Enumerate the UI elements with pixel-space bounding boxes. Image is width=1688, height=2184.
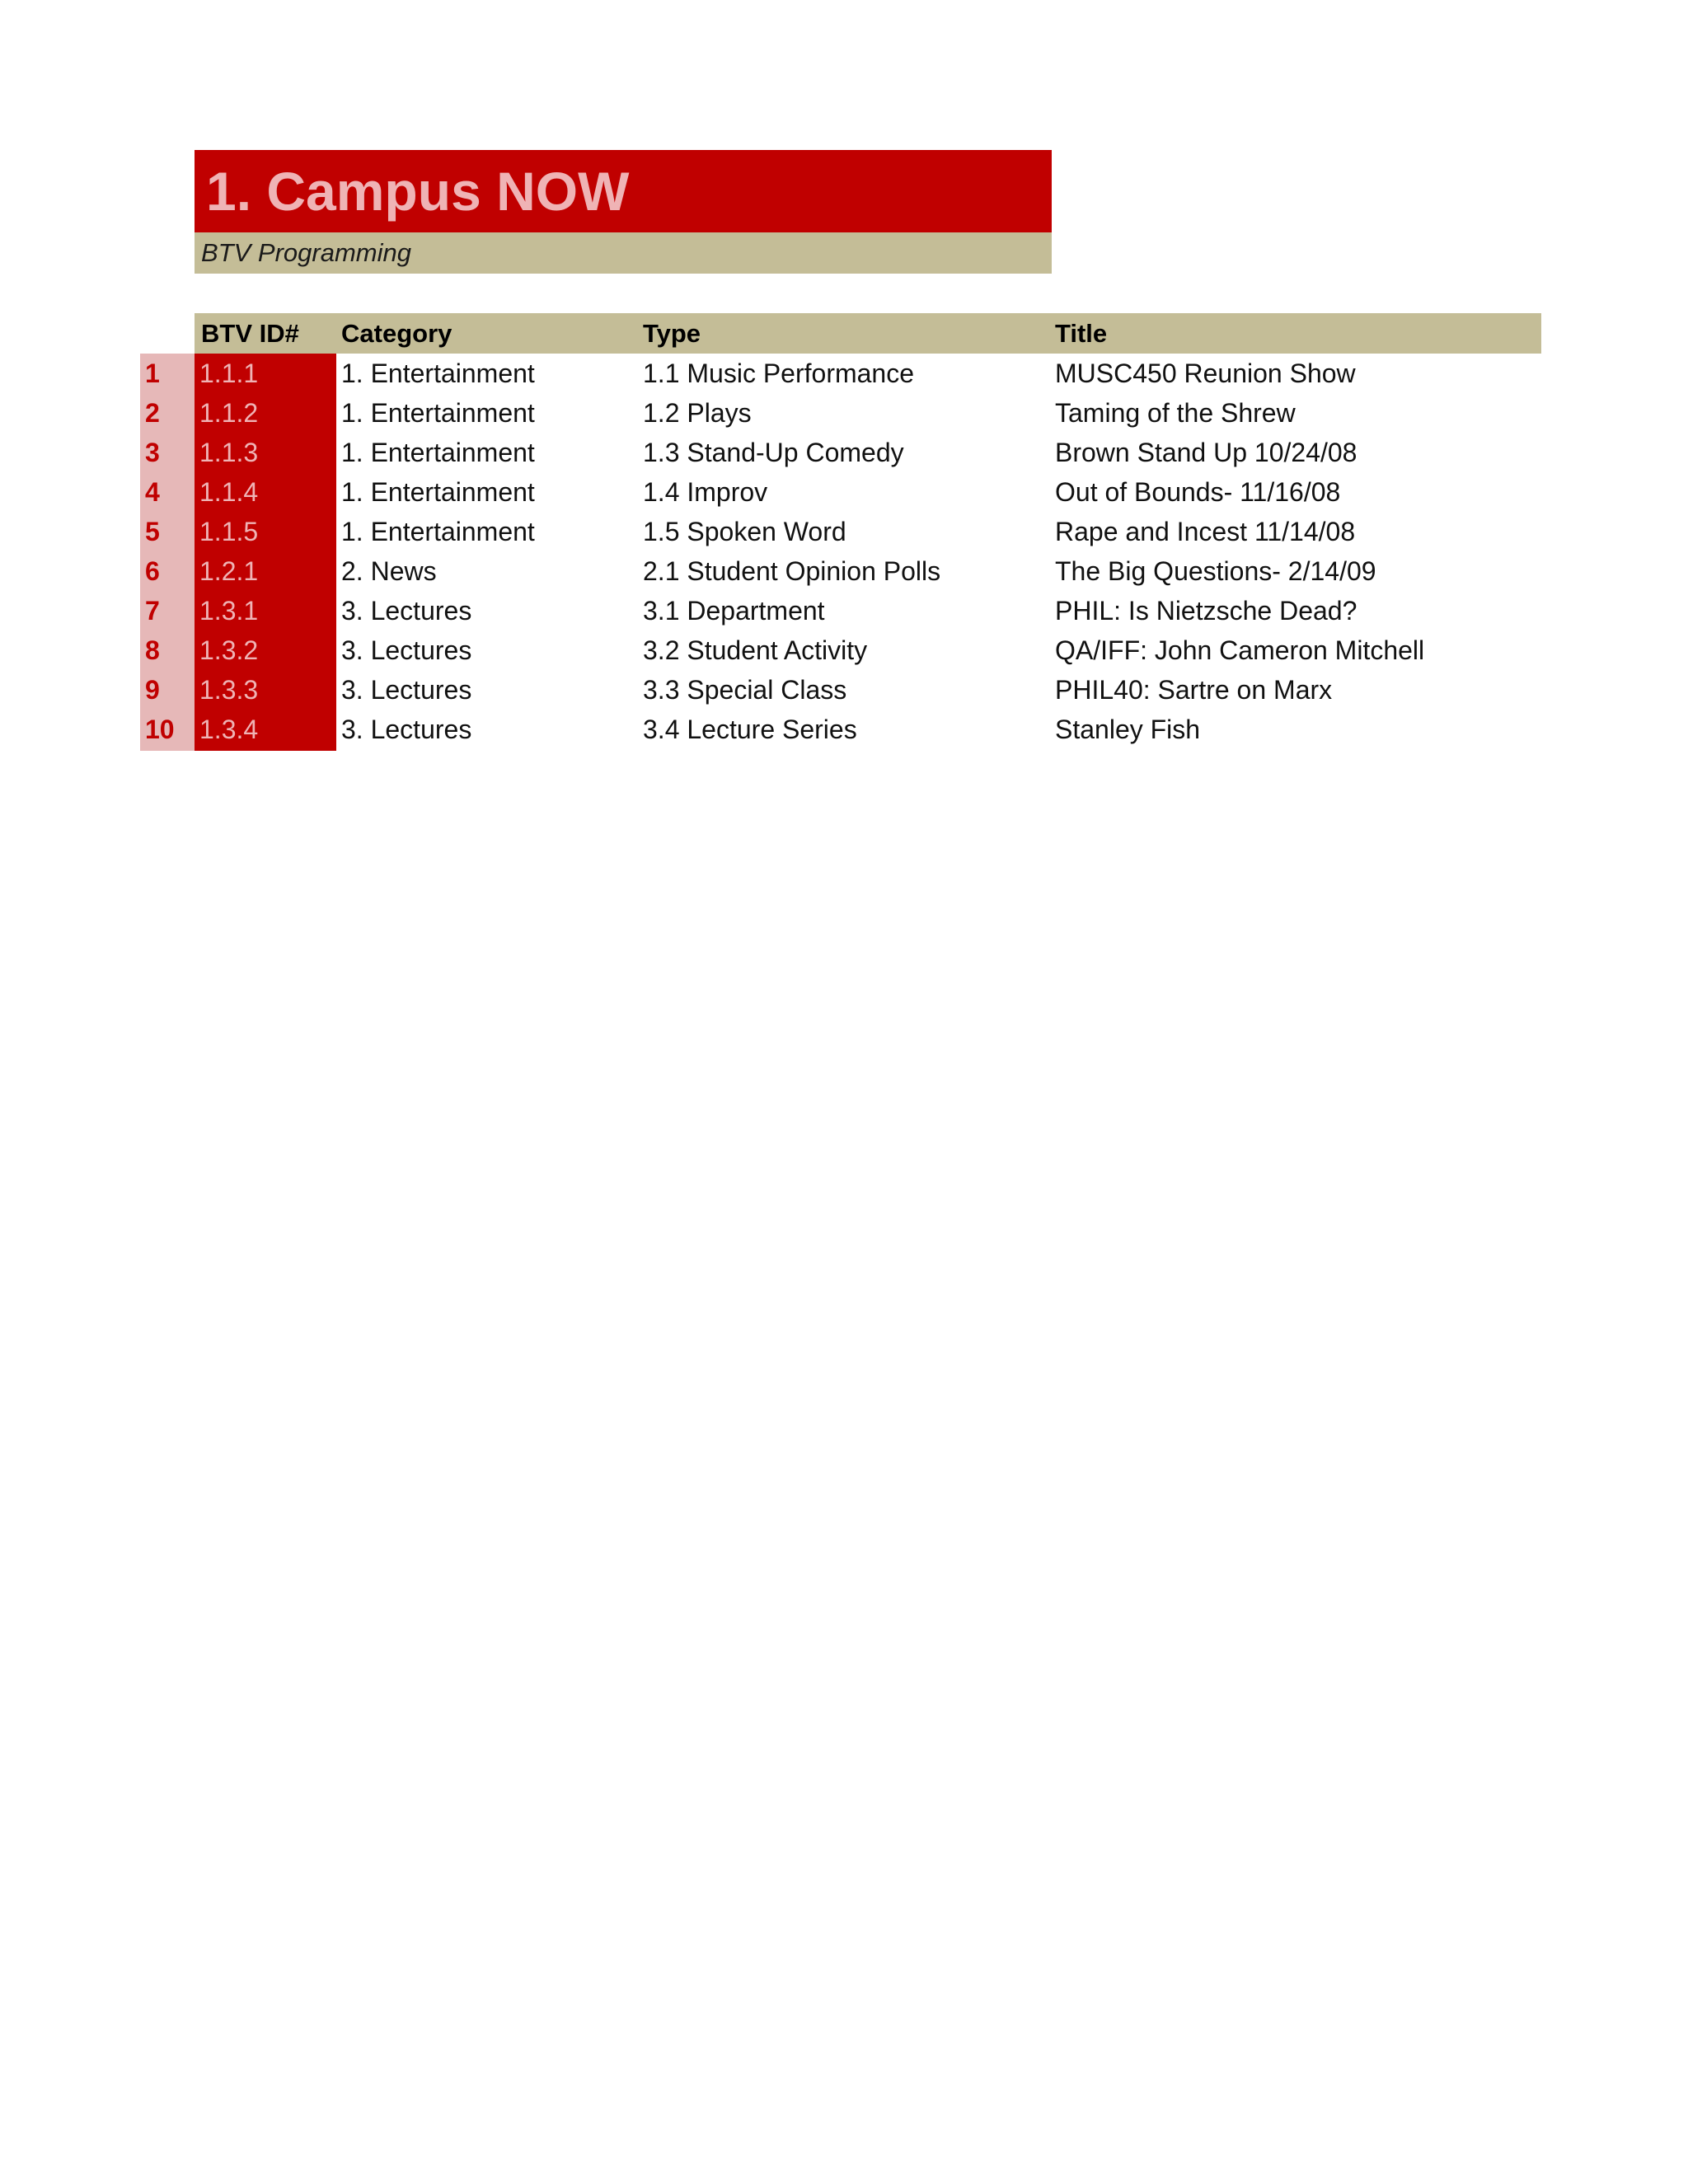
btv-id-cell: 1.1.1	[199, 359, 259, 388]
row-number: 1	[145, 359, 160, 388]
row-number: 9	[145, 675, 160, 705]
column-header-type: Type	[643, 319, 701, 348]
table-header	[195, 313, 1541, 354]
row-number: 4	[145, 477, 160, 507]
category-cell: 1. Entertainment	[341, 359, 535, 388]
row-number: 3	[145, 438, 160, 467]
category-cell: 2. News	[341, 556, 437, 586]
btv-id-cell: 1.1.3	[199, 438, 259, 467]
title-cell: PHIL: Is Nietzsche Dead?	[1055, 596, 1357, 626]
table-row	[140, 630, 1541, 670]
category-cell: 3. Lectures	[341, 596, 472, 626]
btv-id-cell: 1.2.1	[199, 556, 259, 586]
category-cell: 3. Lectures	[341, 635, 472, 665]
table-row	[140, 710, 1541, 749]
title-cell: PHIL40: Sartre on Marx	[1055, 675, 1333, 705]
page-title: 1. Campus NOW	[206, 161, 630, 222]
subtitle-banner	[195, 232, 1052, 274]
column-header-category: Category	[341, 319, 452, 348]
row-number: 8	[145, 635, 160, 665]
type-cell: 1.2 Plays	[643, 398, 752, 428]
title-cell: Stanley Fish	[1055, 715, 1201, 744]
type-cell: 3.1 Department	[643, 596, 825, 626]
row-number: 6	[145, 556, 160, 586]
btv-id-cell: 1.1.5	[199, 517, 259, 546]
btv-id-cell: 1.3.3	[199, 675, 259, 705]
type-cell: 1.1 Music Performance	[643, 359, 915, 388]
title-cell: MUSC450 Reunion Show	[1055, 359, 1356, 388]
btv-id-cell: 1.3.2	[199, 635, 259, 665]
type-cell: 1.3 Stand-Up Comedy	[643, 438, 904, 467]
type-cell: 1.4 Improv	[643, 477, 768, 507]
type-cell: 3.3 Special Class	[643, 675, 847, 705]
table-row	[140, 551, 1541, 591]
title-cell: Brown Stand Up 10/24/08	[1055, 438, 1357, 467]
table-row	[140, 591, 1541, 630]
row-number: 7	[145, 596, 160, 626]
btv-id-cell: 1.3.1	[199, 596, 259, 626]
page-subtitle: BTV Programming	[201, 238, 411, 267]
category-cell: 1. Entertainment	[341, 477, 535, 507]
column-header-btv-id: BTV ID#	[201, 319, 299, 348]
btv-id-cell: 1.1.4	[199, 477, 259, 507]
category-cell: 3. Lectures	[341, 715, 472, 744]
table-row	[140, 472, 1541, 512]
table-row	[140, 512, 1541, 551]
row-number: 2	[145, 398, 160, 428]
table-row	[140, 354, 1541, 393]
title-cell: The Big Questions- 2/14/09	[1055, 556, 1376, 586]
title-cell: Taming of the Shrew	[1055, 398, 1296, 428]
category-cell: 1. Entertainment	[341, 398, 535, 428]
table-row	[140, 393, 1541, 433]
btv-id-cell: 1.1.2	[199, 398, 259, 428]
type-cell: 3.4 Lecture Series	[643, 715, 857, 744]
column-header-title: Title	[1055, 319, 1108, 348]
category-cell: 3. Lectures	[341, 675, 472, 705]
type-cell: 2.1 Student Opinion Polls	[643, 556, 941, 586]
category-cell: 1. Entertainment	[341, 438, 535, 467]
title-cell: QA/IFF: John Cameron Mitchell	[1055, 635, 1425, 665]
table-row	[140, 670, 1541, 710]
row-number: 10	[145, 715, 175, 744]
btv-id-cell: 1.3.4	[199, 715, 259, 744]
title-cell: Rape and Incest 11/14/08	[1055, 517, 1356, 546]
type-cell: 1.5 Spoken Word	[643, 517, 846, 546]
title-cell: Out of Bounds- 11/16/08	[1055, 477, 1341, 507]
type-cell: 3.2 Student Activity	[643, 635, 868, 665]
table-row	[140, 433, 1541, 472]
title-banner	[195, 150, 1052, 232]
category-cell: 1. Entertainment	[341, 517, 535, 546]
row-number: 5	[145, 517, 160, 546]
